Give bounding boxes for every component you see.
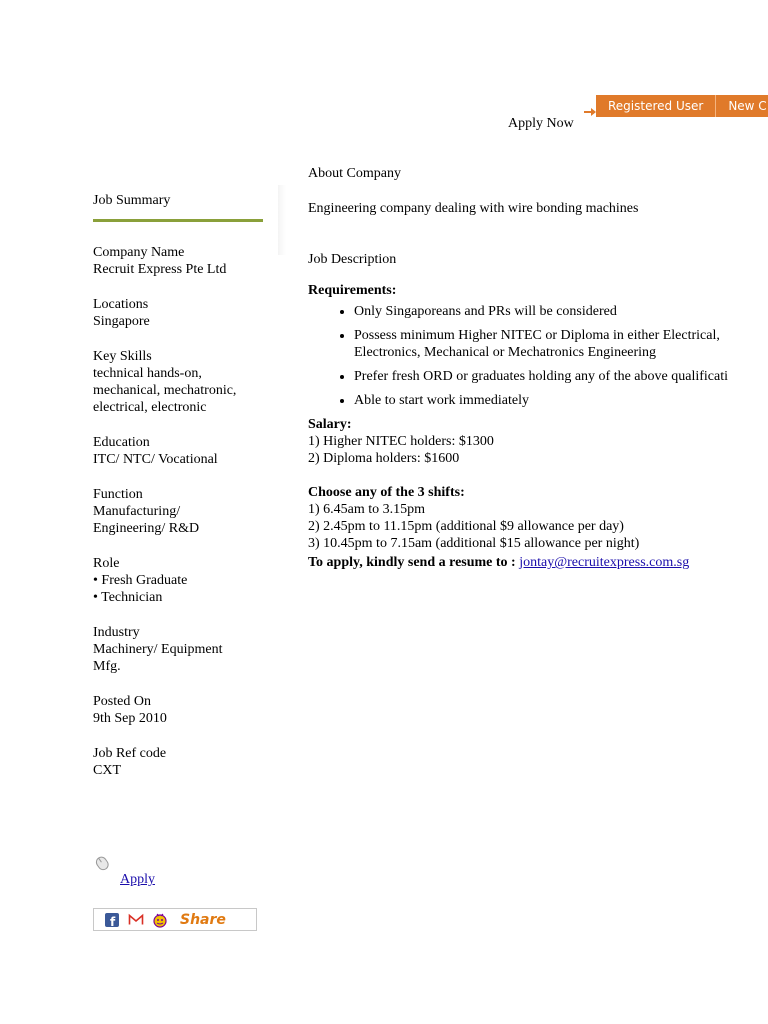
gmail-icon[interactable]: [128, 912, 144, 928]
field-value: Recruit Express Pte Ltd: [93, 262, 227, 277]
about-company-text: Engineering company dealing with wire bonding machines: [308, 201, 639, 216]
shift-line: 2) 2.45pm to 11.15pm (additional $9 allowance per day): [308, 519, 624, 534]
list-item: [354, 327, 768, 361]
list-item: [354, 303, 768, 320]
field-value: Manufacturing/: [93, 504, 181, 519]
job-details: [308, 165, 768, 571]
tab-new-user[interactable]: New C: [715, 95, 768, 117]
apply-instructions-text: To apply, kindly send a resume to :: [308, 555, 516, 570]
field-value: technical hands-on,: [93, 366, 202, 381]
share-button[interactable]: Share: [180, 911, 226, 928]
list-item-text: Able to start work immediately: [354, 393, 529, 408]
field-label: Function: [93, 487, 143, 502]
field-value: • Technician: [93, 590, 163, 605]
shift-line: 1) 6.45am to 3.15pm: [308, 502, 426, 517]
apply-block: [93, 855, 263, 895]
requirements-list: [308, 303, 768, 409]
field-function: [93, 486, 263, 537]
field-label: Locations: [93, 297, 149, 312]
salary-line: 1) Higher NITEC holders: $1300: [308, 434, 494, 449]
apply-now-label: Apply Now: [508, 116, 574, 131]
field-value: electrical, electronic: [93, 400, 207, 415]
share-bar: [93, 908, 257, 931]
facebook-icon[interactable]: [104, 912, 120, 928]
mouse-icon: [93, 855, 111, 871]
field-job-ref-code: [93, 745, 263, 779]
field-value: CXT: [93, 763, 121, 778]
field-label: Industry: [93, 625, 140, 640]
field-value: • Fresh Graduate: [93, 573, 188, 588]
about-company-heading: About Company: [308, 166, 401, 181]
shift-line: 3) 10.45pm to 7.15am (additional $15 allowance per night): [308, 536, 640, 551]
field-value: mechanical, mechatronic,: [93, 383, 237, 398]
requirements-heading: Requirements:: [308, 283, 397, 298]
field-value: 9th Sep 2010: [93, 711, 167, 726]
job-description-heading: Job Description: [308, 252, 397, 267]
apply-instructions: [308, 554, 768, 571]
sidebar-title: Job Summary: [93, 193, 171, 208]
list-item-text: Electronics, Mechanical or Mechatronics Engineering: [354, 345, 657, 360]
arrow-right-icon: [584, 107, 596, 117]
field-value: ITC/ NTC/ Vocational: [93, 452, 218, 467]
field-value: Engineering/ R&D: [93, 521, 200, 536]
field-posted-on: [93, 693, 263, 727]
list-item-text: Only Singaporeans and PRs will be considered: [354, 304, 617, 319]
sidebar-divider: [93, 219, 263, 222]
list-item-text: Prefer fresh ORD or graduates holding any of the above qualificati: [354, 369, 728, 384]
field-label: Role: [93, 556, 120, 571]
field-label: Job Ref code: [93, 746, 167, 761]
tab-registered-user[interactable]: Registered User: [608, 99, 704, 113]
field-education: [93, 434, 263, 468]
field-locations: [93, 296, 263, 330]
apply-link[interactable]: Apply: [120, 872, 155, 887]
list-item-text: Possess minimum Higher NITEC or Diploma in either Electrical,: [354, 328, 720, 343]
field-industry: [93, 624, 263, 675]
field-value: Machinery/ Equipment: [93, 642, 223, 657]
field-label: Posted On: [93, 694, 151, 709]
field-label: Company Name: [93, 245, 185, 260]
job-summary-sidebar: [93, 192, 263, 797]
list-item: [354, 368, 768, 385]
field-label: Education: [93, 435, 150, 450]
field-role: [93, 555, 263, 606]
list-item: [354, 392, 768, 409]
svg-text:f: f: [110, 914, 116, 928]
field-value: Mfg.: [93, 659, 121, 674]
salary-line: 2) Diploma holders: $1600: [308, 451, 460, 466]
shifts-section: [308, 484, 768, 552]
shifts-heading: Choose any of the 3 shifts:: [308, 485, 465, 500]
yahoo-icon[interactable]: [152, 912, 168, 928]
field-label: Key Skills: [93, 349, 152, 364]
salary-section: [308, 416, 768, 467]
sidebar-divider-shadow: [278, 185, 286, 255]
field-company-name: [93, 244, 263, 278]
salary-heading: Salary:: [308, 417, 352, 432]
email-link[interactable]: jontay@recruitexpress.com.sg: [519, 555, 690, 570]
field-value: Singapore: [93, 314, 150, 329]
top-tabs: [596, 95, 768, 117]
field-key-skills: [93, 348, 263, 416]
